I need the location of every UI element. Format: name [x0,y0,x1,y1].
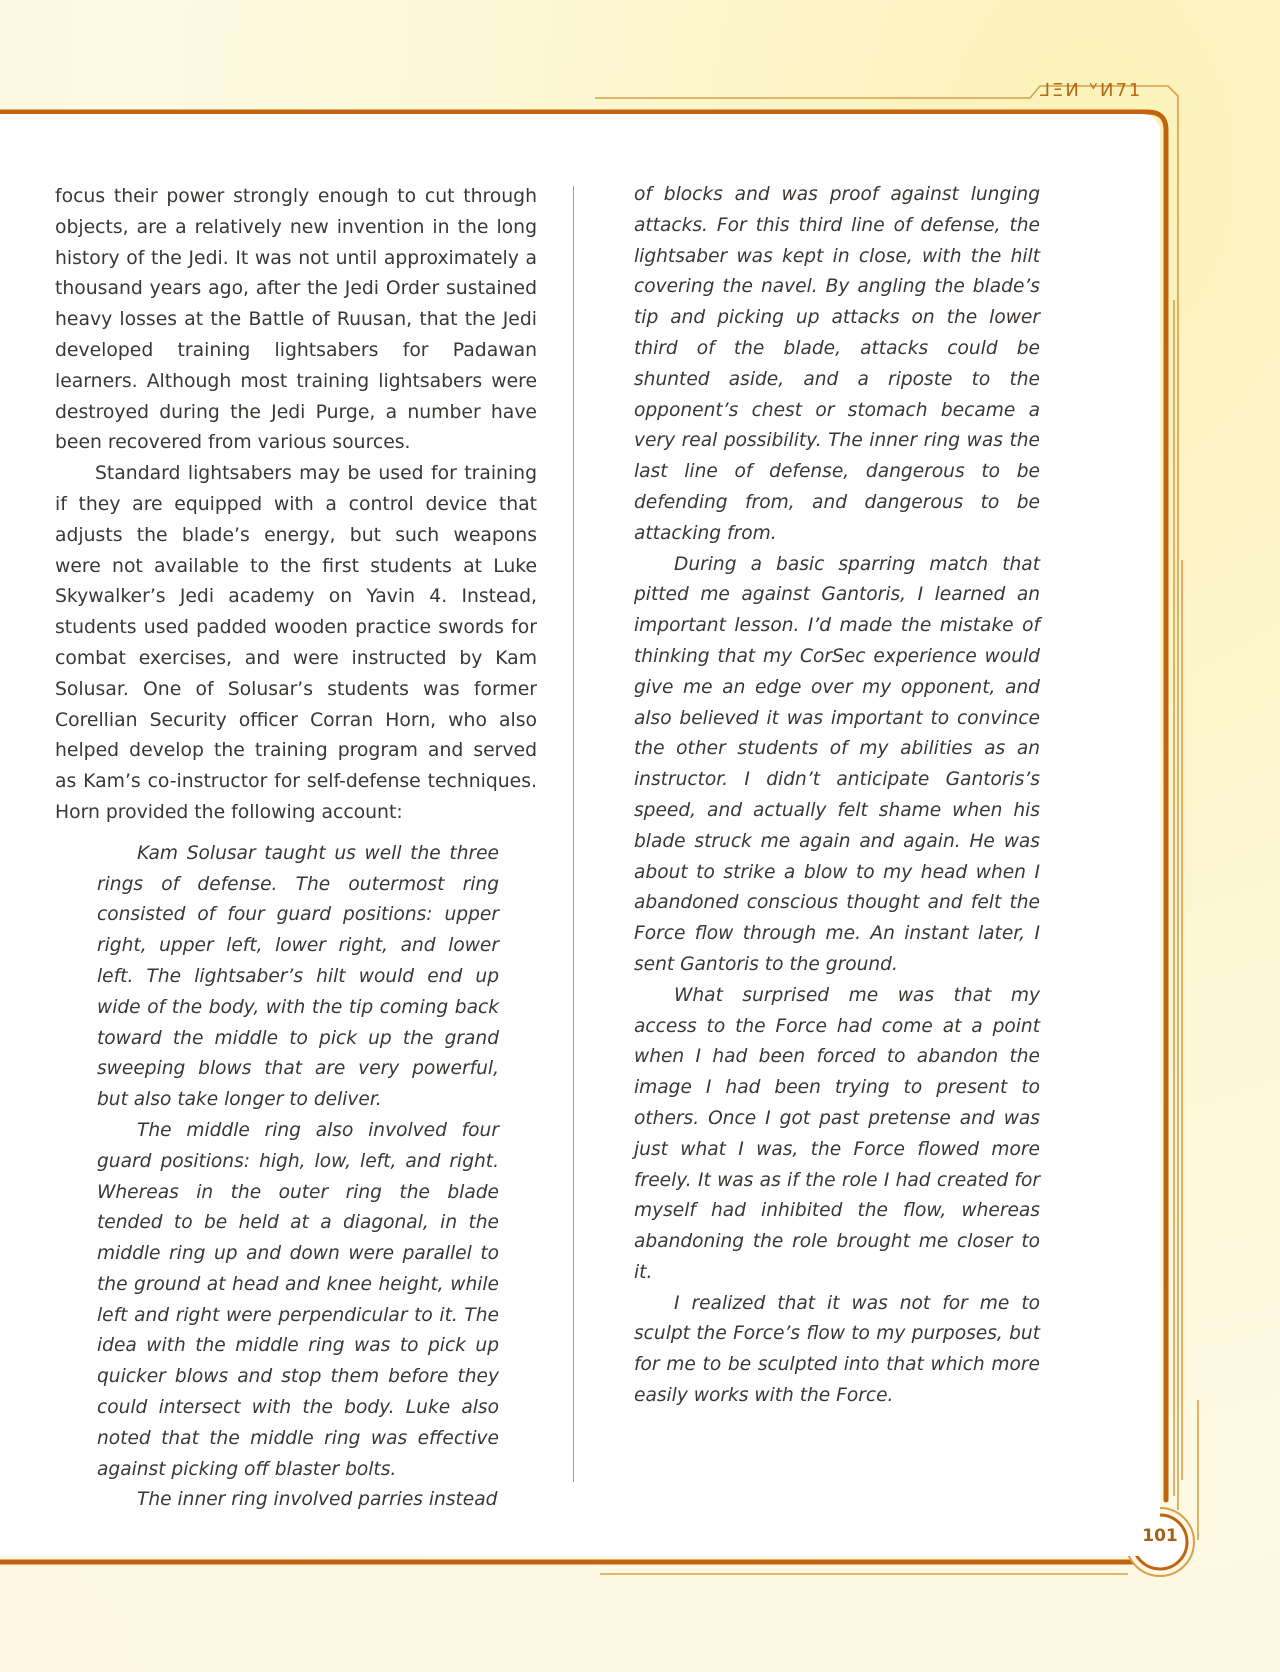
quote-paragraph: The middle ring also involved four guard positions: high, low, left, and right. Whereas in the outer ring the blade tended to be held at a diagonal, in the middle ring up and down were parallel to the ground at head and knee height, while left and right were perpendicular to it. The idea with the middle ring was to pick up quicker blows and stop them before they could intersect with the body. Luke also noted that the middle ring was effective against picking off blaster bolts. [97,1119,499,1480]
quote-paragraph: What surprised me was that my access to the Force had come at a point when I had been forced to abandon the image I had been trying to present to others. Once I got past pretense and was just what I was, the Force flowed more freely. It was as if the role I had created for myself had inhibited the flow, whereas abandoning the role brought me closer to it. [634,984,1040,1283]
quote-paragraph: Kam Solusar taught us well the three rings of defense. The outermost ring consisted of four guard positions: upper right, upper left, lower right, and lower left. The lightsaber’s hilt would end up wide of the body, with the tip coming back toward the middle to pick up the grand sweeping blows that are very powerful, but also take longer to deliver. [97,842,499,1111]
body-paragraph: focus their power strongly enough to cut through objects, are a relatively new invention in the long history of the Jedi. It was not until approximately a thousand years ago, after the Jedi Order sustained heavy losses at the Battle of Ruusan, that the Jedi developed training lightsabers for Padawan learners. Although most training lightsabers were destroyed during the Jedi Purge, a number have been recovered from various sources. [55,186,537,454]
body-paragraph: Standard lightsabers may be used for training if they are equipped with a control device that adjusts the blade’s energy, but such weapons were not available to the first students at Luke Skywalker’s Jedi academy on Yavin 4. Instead, students used padded wooden practice swords for combat exercises, and were instructed by Kam Solusar. One of Solusar’s students was former Corellian Security officer Corran Horn, who also helped develop the training program and served as Kam’s co-instructor for self-defense techniques. Horn provided the following account: [55,463,537,823]
aurebesh-header-glyphs: ⅃ΞИ ᘁИ71 [1040,80,1143,101]
quote-paragraph: of blocks and was proof against lunging attacks. For this third line of defense, the lightsaber was kept in close, with the hilt covering the navel. By angling the blade’s tip and picking up attacks on the lower third of the blade, attacks could be shunted aside, and a riposte to the opponent’s chest or stomach became a very real possibility. The inner ring was the last line of defense, dangerous to be defending from, and dangerous to be attacking from. [634,184,1040,544]
right-column [634,180,1040,1412]
column-divider [573,186,574,1482]
quote-paragraph: The inner ring involved parries instead [137,1489,498,1511]
quote-paragraph: During a basic sparring match that pitted me against Gantoris, I learned an important lesson. I’d made the mistake of thinking that my CorSec experience would give me an edge over my opponent, and also believed it was important to convince the other students of my abilities as an instructor. I didn’t anticipate Gantoris’s speed, and actually felt shame when his blade struck me again and again. He was about to strike a blow to my head when I abandoned conscious thought and felt the Force flow through me. An instant later, I sent Gantoris to the ground. [634,553,1040,975]
quote-paragraph: I realized that it was not for me to sculpt the Force’s flow to my purposes, but for me to be sculpted into that which more easily works with the Force. [634,1292,1040,1407]
left-column [55,182,537,1516]
page-number: 101 [1142,1526,1178,1546]
